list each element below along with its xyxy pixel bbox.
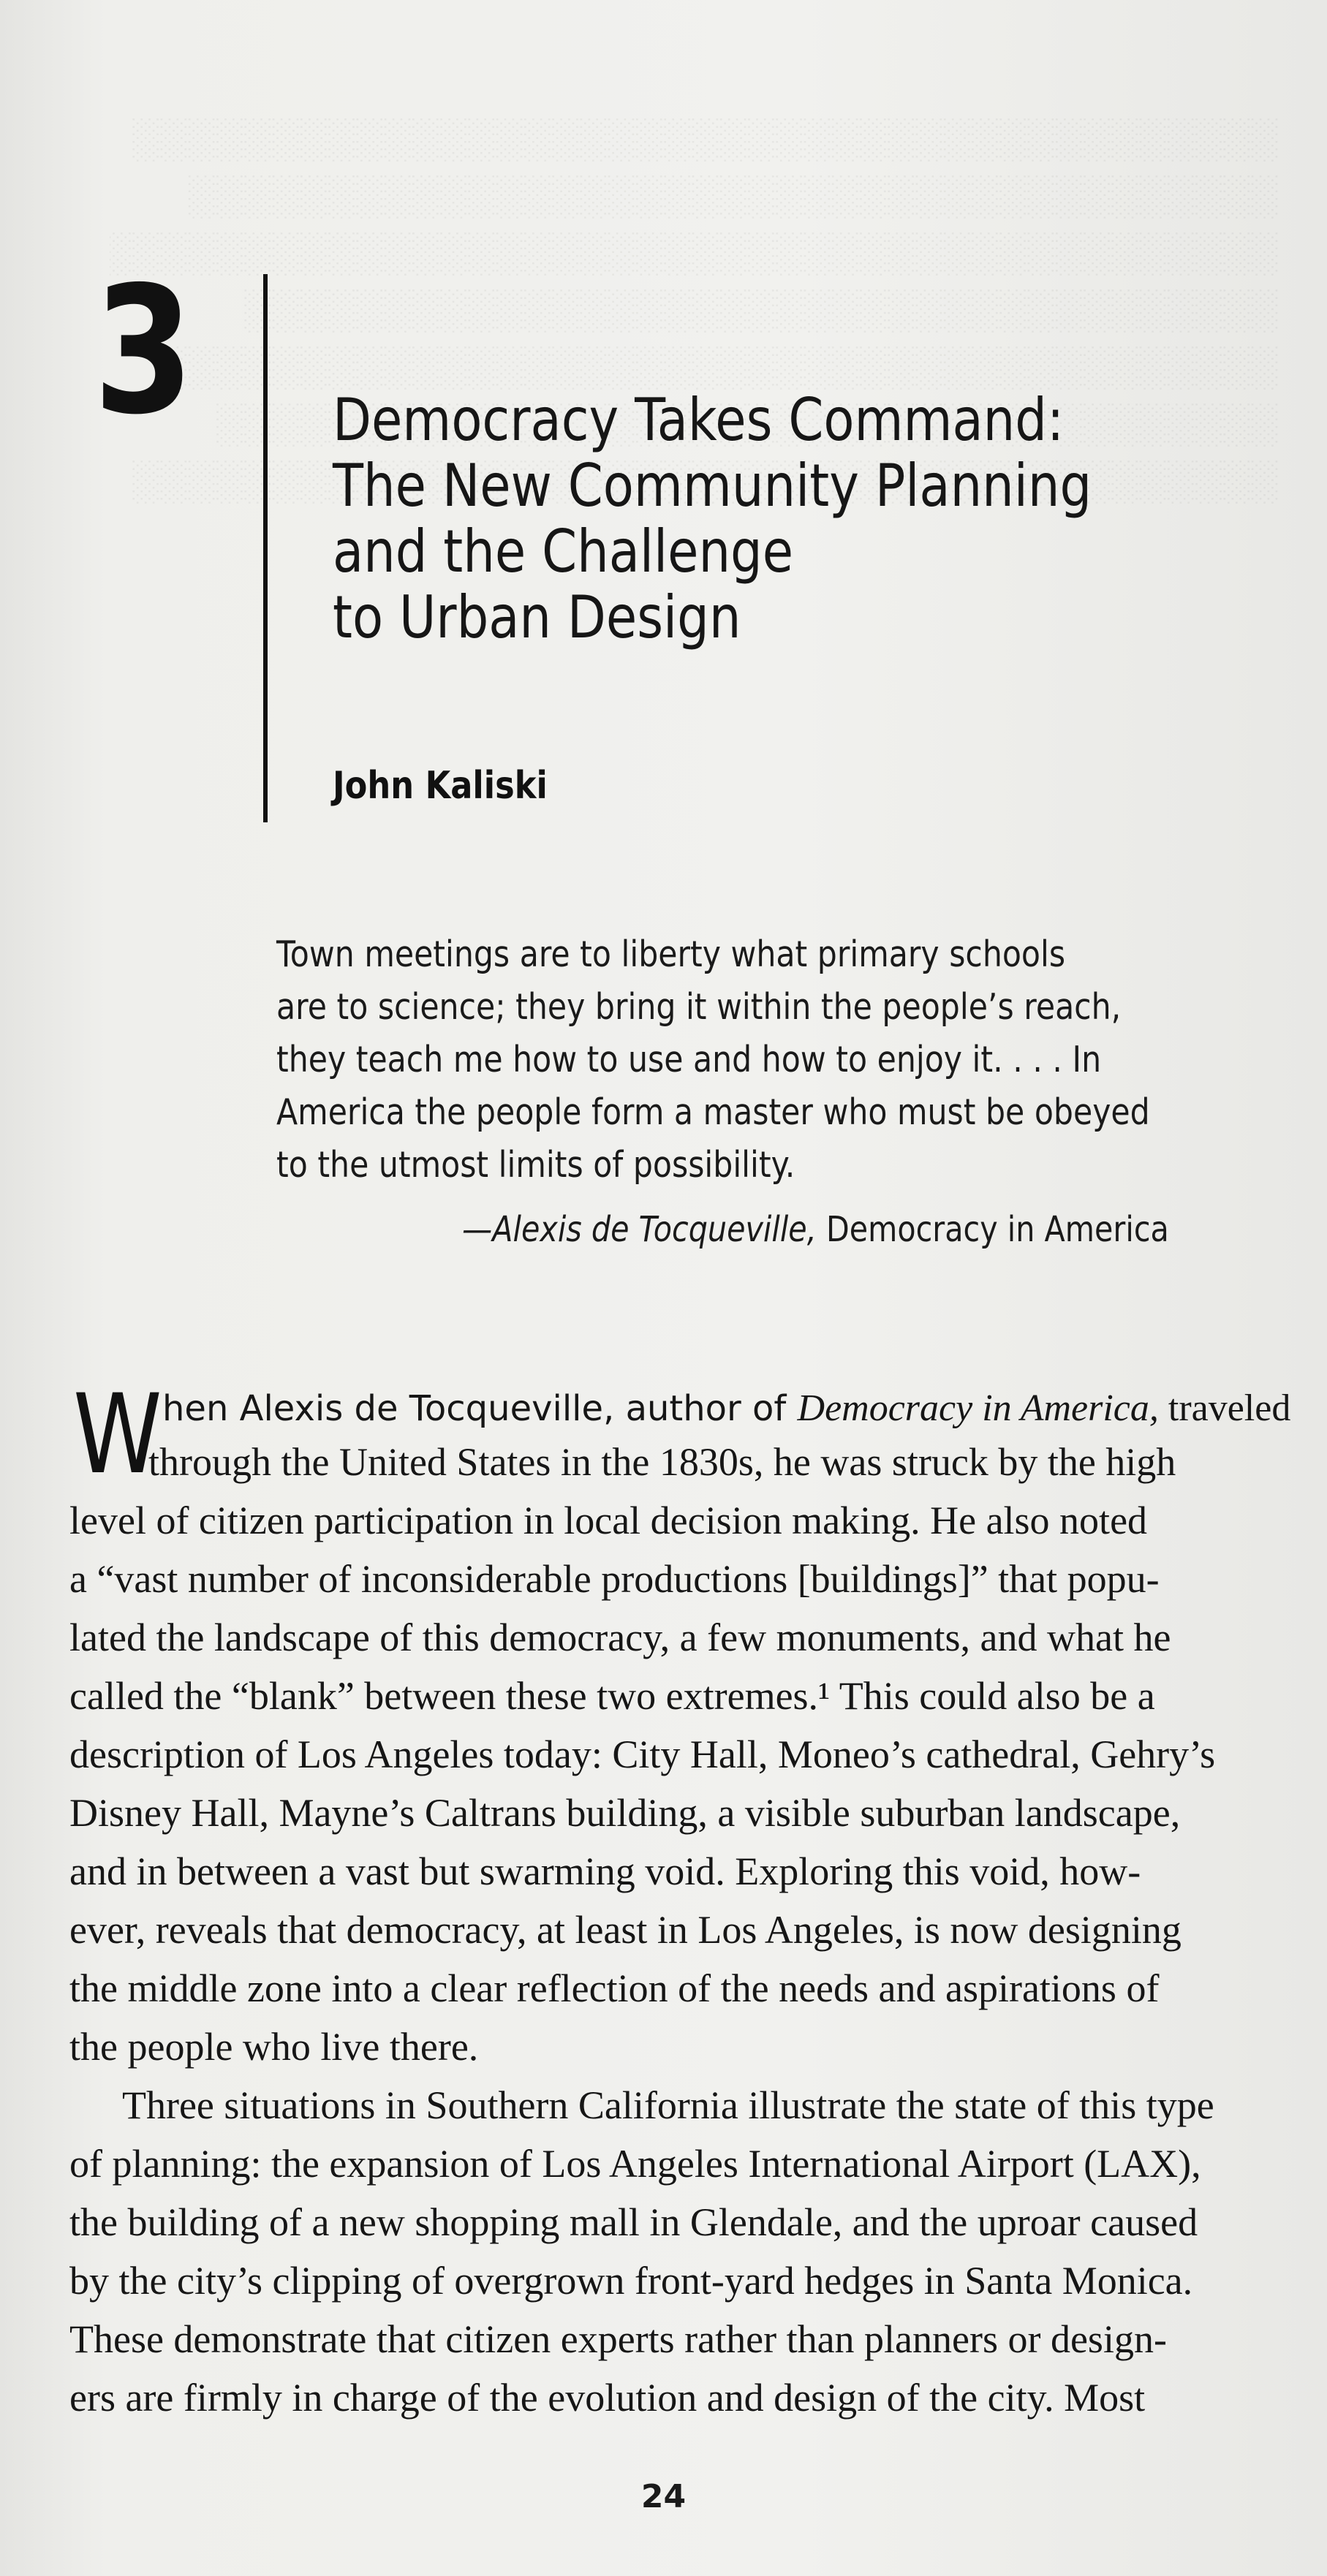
paragraph-1-line: a “vast number of inconsiderable productions [buildings]” that popu- — [69, 1557, 1160, 1601]
epigraph-line: are to science; they bring it within the people’s reach, — [276, 986, 1122, 1028]
paragraph-1-line: lated the landscape of this democracy, a few monuments, and what he — [69, 1615, 1171, 1659]
attribution-author: —Alexis de Tocqueville, — [462, 1209, 817, 1250]
chapter-number: 3 — [94, 249, 191, 453]
attribution-work: Democracy in America — [816, 1209, 1169, 1250]
paragraph-1-line: through the United States in the 1830s, he was struck by the high — [148, 1440, 1176, 1484]
body-text — [69, 1371, 1305, 2427]
chapter-title-line: to Urban Design — [333, 583, 741, 651]
paragraph-2-line: by the city’s clipping of overgrown front-yard hedges in Santa Monica. — [69, 2259, 1193, 2303]
paragraph-2-line: These demonstrate that citizen experts rather than planners or design- — [69, 2317, 1167, 2361]
chapter-divider-rule — [263, 274, 268, 822]
chapter-title-line: Democracy Takes Command: — [333, 386, 1065, 454]
page-number: 24 — [640, 2478, 687, 2515]
first-line-tail: traveled — [1158, 1387, 1291, 1429]
paragraph-2-line: of planning: the expansion of Los Angeles International Airport (LAX), — [69, 2142, 1201, 2186]
paragraph-1-line: Disney Hall, Mayne’s Caltrans building, a visible suburban landscape, — [69, 1791, 1181, 1835]
epigraph-line: Town meetings are to liberty what primary schools — [276, 933, 1066, 975]
chapter-title-line: The New Community Planning — [333, 452, 1092, 520]
paragraph-1-line: and in between a vast but swarming void. Exploring this void, how- — [69, 1849, 1141, 1893]
epigraph-line: they teach me how to use and how to enjoy it. . . . In — [276, 1039, 1102, 1080]
chapter-author: John Kaliski — [333, 764, 548, 808]
epigraph-quote — [276, 928, 1150, 1192]
paragraph-2-line: Three situations in Southern California illustrate the state of this type — [122, 2083, 1214, 2127]
book-title-italic: Democracy in America, — [797, 1387, 1159, 1429]
paragraph-1-line: the middle zone into a clear reflection of the needs and aspirations of — [69, 1966, 1160, 2010]
paragraph-1-line: the people who live there. — [69, 2025, 479, 2069]
chapter-title — [333, 387, 1119, 651]
first-line-lead: hen Alexis de Tocqueville, author of — [162, 1388, 798, 1429]
epigraph-attribution — [462, 1206, 1169, 1253]
paragraph-2-line: ers are firmly in charge of the evolution and design of the city. Most — [69, 2376, 1146, 2420]
paragraph-1-line: description of Los Angeles today: City Hall, Moneo’s cathedral, Gehry’s — [69, 1732, 1216, 1776]
epigraph-line: America the people form a master who must be obeyed — [276, 1091, 1150, 1133]
drop-cap: W — [73, 1371, 162, 1499]
chapter-title-line: and the Challenge — [333, 518, 794, 586]
paragraph-2-line: the building of a new shopping mall in Glendale, and the uproar caused — [69, 2200, 1198, 2244]
paragraph-1-line: called the “blank” between these two extremes.¹ This could also be a — [69, 1674, 1155, 1718]
epigraph-line: to the utmost limits of possibility. — [276, 1144, 795, 1186]
paragraph-1-line: level of citizen participation in local decision making. He also noted — [69, 1499, 1148, 1542]
paragraph-1-line: ever, reveals that democracy, at least in Los Angeles, is now designing — [69, 1908, 1182, 1952]
